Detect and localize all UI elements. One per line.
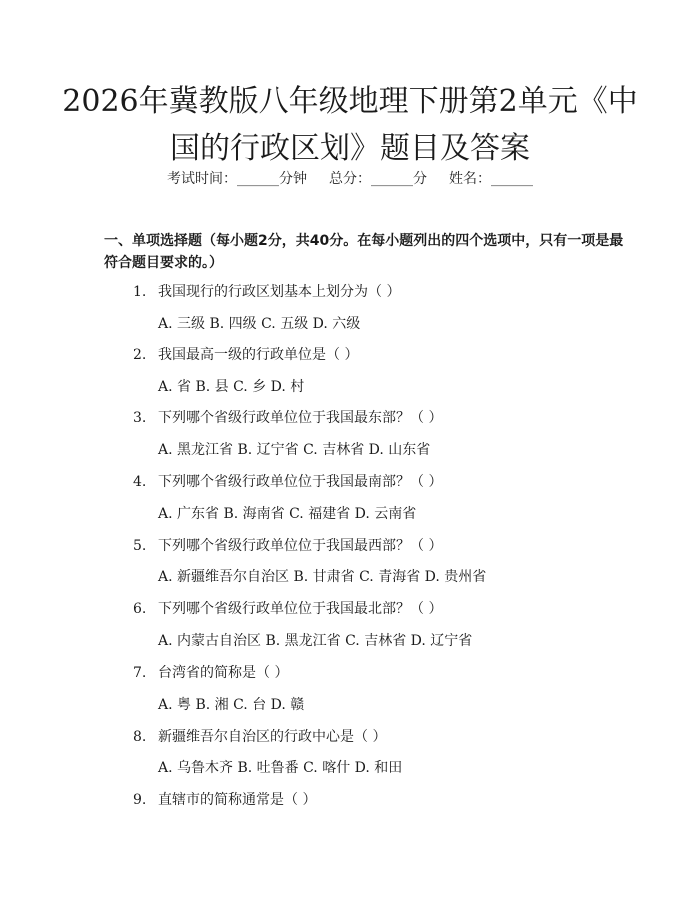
question-text: 下列哪个省级行政单位位于我国最东部？（ ） [158, 410, 443, 426]
exam-total-score: 总分：______分 [329, 171, 427, 187]
question-number: 4. [133, 474, 147, 490]
question-text: 新疆维吾尔自治区的行政中心是（ ） [158, 729, 387, 745]
question-6 [133, 599, 442, 619]
question-3-options: A. 黑龙江省 B. 辽宁省 C. 吉林省 D. 山东省 [158, 442, 431, 458]
question-3 [133, 408, 442, 428]
question-1-options: A. 三级 B. 四级 C. 五级 D. 六级 [158, 316, 361, 332]
question-text: 直辖市的简称通常是（ ） [158, 792, 317, 808]
question-2 [133, 345, 358, 365]
question-number: 1. [133, 284, 147, 300]
question-text: 下列哪个省级行政单位位于我国最南部？（ ） [158, 474, 443, 490]
question-6-options: A. 内蒙古自治区 B. 黑龙江省 C. 吉林省 D. 辽宁省 [158, 633, 473, 649]
question-number: 7. [133, 665, 147, 681]
question-number: 6. [133, 601, 147, 617]
question-text: 台湾省的简称是（ ） [158, 665, 289, 681]
question-7-options: A. 粤 B. 湘 C. 台 D. 赣 [158, 697, 305, 713]
exam-time: 考试时间：______分钟 [167, 171, 307, 187]
question-number: 3. [133, 410, 147, 426]
question-text: 下列哪个省级行政单位位于我国最北部？（ ） [158, 601, 443, 617]
question-1 [133, 282, 400, 302]
page-title: 2026年冀教版八年级地理下册第2单元《中国的行政区划》题目及答案 [62, 84, 638, 166]
exam-name-field: 姓名：______ [449, 171, 533, 187]
section-heading: 一、单项选择题（每小题2分，共40分。在每小题列出的四个选项中，只有一项是最符合题目要求的。） [104, 233, 624, 271]
question-number: 5. [133, 538, 147, 554]
question-5 [133, 536, 442, 556]
question-4-options: A. 广东省 B. 海南省 C. 福建省 D. 云南省 [158, 506, 417, 522]
question-number: 2. [133, 347, 147, 363]
question-8 [133, 727, 386, 747]
question-5-options: A. 新疆维吾尔自治区 B. 甘肃省 C. 青海省 D. 贵州省 [158, 569, 487, 585]
exam-meta [0, 168, 700, 188]
question-text: 下列哪个省级行政单位位于我国最西部？（ ） [158, 538, 443, 554]
question-number: 8. [133, 729, 147, 745]
question-7 [133, 663, 288, 683]
question-2-options: A. 省 B. 县 C. 乡 D. 村 [158, 379, 305, 395]
question-9 [133, 790, 316, 810]
question-8-options: A. 乌鲁木齐 B. 吐鲁番 C. 喀什 D. 和田 [158, 760, 403, 776]
question-text: 我国最高一级的行政单位是（ ） [158, 347, 359, 363]
question-4 [133, 472, 442, 492]
question-text: 我国现行的行政区划基本上划分为（ ） [158, 284, 401, 300]
question-number: 9. [133, 792, 147, 808]
